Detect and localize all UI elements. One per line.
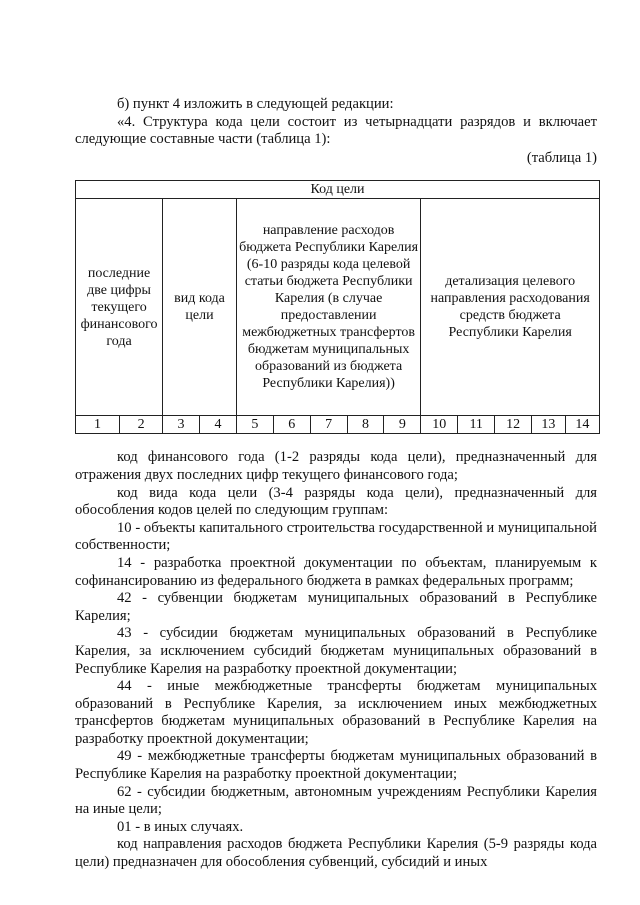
table-header: Код цели xyxy=(76,181,600,199)
digit-cell: 8 xyxy=(347,416,384,434)
digit-cell: 4 xyxy=(200,416,237,434)
list-item-10: 10 - объекты капитального строительства государственной и муниципальной собственности; xyxy=(75,519,597,554)
digit-cell: 14 xyxy=(565,416,599,434)
paragraph-type-code: код вида кода цели (3-4 разряды кода цели), предназначенный для обособления кодов целей по следующим группам: xyxy=(75,484,597,519)
table-reference: (таблица 1) xyxy=(526,149,597,166)
digit-cell: 13 xyxy=(532,416,566,434)
paragraph-year-code: код финансового года (1-2 разряды кода цели), предназначенный для отражения двух последних цифр текущего финансового года; xyxy=(75,449,597,483)
list-item-49: 49 - межбюджетные трансферты бюджетам муниципальных образований в Республике Карелия на разработку проектной документации; xyxy=(75,748,597,783)
digit-cell: 5 xyxy=(236,416,273,434)
column-detailing: детализация целевого направления расходования средств бюджета Республики Карелия xyxy=(421,199,600,416)
paragraph-direction-code: код направления расходов бюджета Республики Карелия (5-9 разряды кода цели) предназначен для обособления субвенций, субсидий и иных xyxy=(75,836,597,871)
list-item-01: 01 - в иных случаях. xyxy=(117,818,244,835)
list-item-62: 62 - субсидии бюджетным, автономным учреждениям Республики Карелия на иные цели; xyxy=(75,783,597,818)
goal-code-table xyxy=(75,180,600,434)
digit-cell: 7 xyxy=(310,416,347,434)
column-expense-direction: направление расходов бюджета Республики Карелия (6-10 разряды кода целевой статьи бюджета Республики Карелия (в случае предоставлении межбюджетных трансфертов бюджетам муниципальных образований из бюджета Республики Карелия)) xyxy=(236,199,420,416)
column-year-digits: последние две цифры текущего финансового года xyxy=(76,199,163,416)
digit-cell: 9 xyxy=(384,416,421,434)
digit-cell: 1 xyxy=(76,416,120,434)
digit-cell: 11 xyxy=(458,416,495,434)
digit-cell: 6 xyxy=(273,416,310,434)
digit-cell: 12 xyxy=(495,416,532,434)
digit-row xyxy=(76,416,600,434)
paragraph-4: «4. Структура кода цели состоит из четырнадцати разрядов и включает следующие составные части (таблица 1): xyxy=(75,113,597,148)
list-item-42: 42 - субвенции бюджетам муниципальных образований в Республике Карелия; xyxy=(75,590,597,624)
digit-cell: 3 xyxy=(163,416,200,434)
document-page xyxy=(75,96,597,872)
digit-cell: 10 xyxy=(421,416,458,434)
list-item-43: 43 - субсидии бюджетам муниципальных образований в Республике Карелия, за исключением субсидий бюджетам муниципальных образований в Республике Карелия на разработку проектной документации; xyxy=(75,625,597,677)
list-item-44: 44 - иные межбюджетные трансферты бюджетам муниципальных образований в Республике Карелия, за исключением иных межбюджетных трансфертов бюджетам муниципальных образований в Республике Карелия на разработку проектной документации; xyxy=(75,678,597,747)
paragraph-b: б) пункт 4 изложить в следующей редакции: xyxy=(117,96,394,112)
list-item-14: 14 - разработка проектной документации по объектам, планируемым к софинансированию из федерального бюджета в рамках федеральных программ; xyxy=(75,554,597,589)
digit-cell: 2 xyxy=(120,416,163,434)
column-code-type: вид кода цели xyxy=(163,199,237,416)
